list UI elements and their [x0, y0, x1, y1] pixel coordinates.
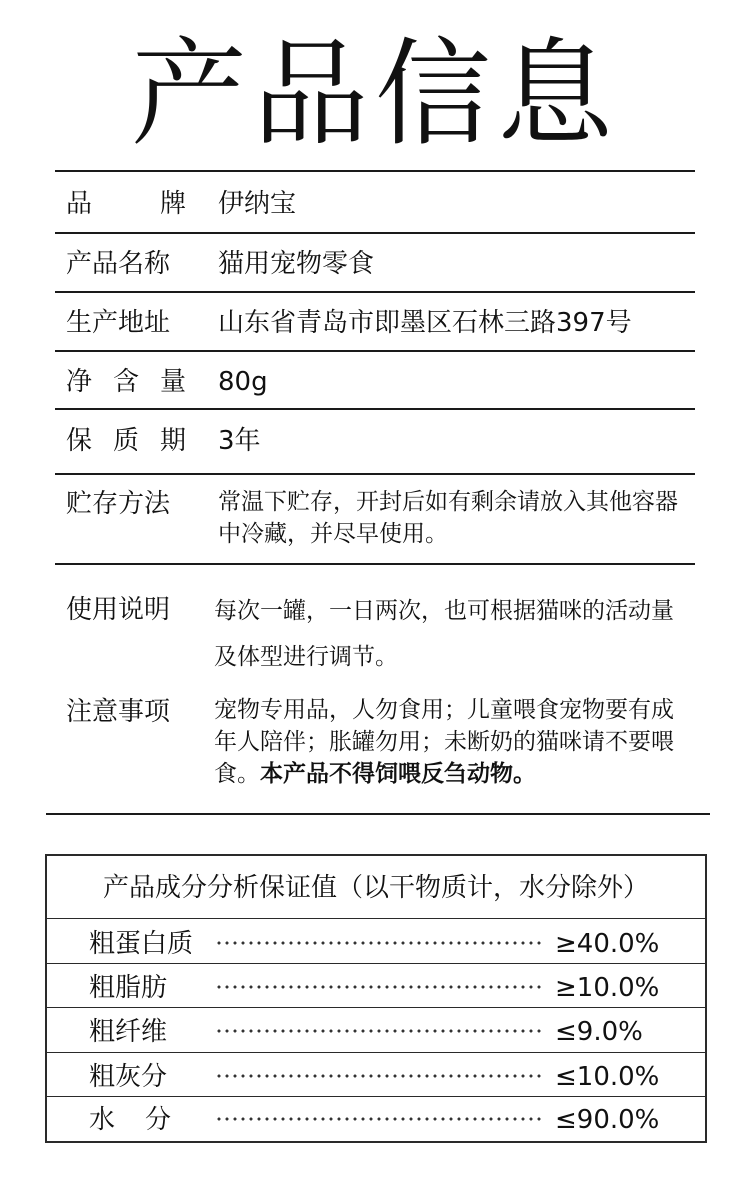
net-content-label-char-1: 净: [66, 367, 93, 397]
brand-value: 伊纳宝: [218, 189, 297, 219]
divider: [55, 473, 695, 475]
shelf-life-label-char-2: 质: [112, 426, 139, 456]
address-value: 山东省青岛市即墨区石林三路397号: [218, 308, 632, 338]
nutrient-name: 粗蛋白质: [89, 929, 194, 959]
dot-leader: [215, 984, 541, 990]
divider: [55, 350, 695, 352]
table-divider: [47, 1052, 705, 1053]
nutrient-name: 粗灰分: [89, 1062, 168, 1092]
divider: [55, 563, 695, 565]
nutrient-name: [89, 1103, 171, 1137]
page-title: 产品信息: [131, 27, 619, 162]
notes-text: [214, 694, 694, 790]
analysis-title: 产品成分分析保证值（以干物质计，水分除外）: [102, 873, 649, 903]
divider: [55, 408, 695, 410]
nutrient-value: ≤10.0%: [555, 1062, 660, 1092]
address-label: 生产地址: [66, 308, 171, 338]
dot-leader: [215, 1116, 541, 1122]
dot-leader: [215, 1028, 541, 1034]
table-divider: [47, 963, 705, 964]
analysis-table: [45, 854, 707, 1143]
nutrient-value: ≤90.0%: [555, 1105, 660, 1135]
brand-label-char-2: 牌: [159, 189, 186, 219]
brand-label: [66, 188, 186, 220]
nutrient-value: ≤9.0%: [555, 1017, 643, 1047]
notes-bold-text: 本产品不得饲喂反刍动物。: [260, 761, 536, 787]
usage-label: 使用说明: [66, 595, 171, 625]
notes-regular-text: 宠物专用品，人勿食用；儿童喂食宠物要有成年人陪伴；胀罐勿用；未断奶的猫咪请不要喂食。: [214, 697, 674, 787]
product-name-label: 产品名称: [66, 249, 171, 279]
shelf-life-label: [66, 425, 186, 457]
notes-label: 注意事项: [66, 697, 171, 727]
brand-label-char-1: 品: [66, 189, 93, 219]
usage-text: 每次一罐，一日两次，也可根据猫咪的活动量及体型进行调节。: [214, 598, 674, 670]
dot-leader: [215, 1073, 541, 1079]
shelf-life-label-char-3: 期: [159, 426, 186, 456]
divider: [55, 232, 695, 234]
nutrient-name-char-2: 分: [144, 1105, 171, 1135]
dot-leader: [215, 940, 541, 946]
divider: [55, 170, 695, 172]
storage-text: 常温下贮存，开封后如有剩余请放入其他容器中冷藏，并尽早使用。: [218, 489, 678, 547]
nutrient-name-char-1: 水: [89, 1105, 116, 1135]
table-divider: [47, 1096, 705, 1097]
table-divider: [47, 918, 705, 919]
nutrient-value: ≥10.0%: [555, 973, 660, 1003]
product-name-value: 猫用宠物零食: [218, 249, 375, 279]
nutrient-value: ≥40.0%: [555, 929, 660, 959]
shelf-life-value: 3年: [218, 426, 261, 456]
net-content-label-char-3: 量: [159, 367, 186, 397]
net-content-value: 80g: [218, 367, 268, 397]
shelf-life-label-char-1: 保: [66, 426, 93, 456]
net-content-label-char-2: 含: [112, 367, 139, 397]
nutrient-name: 粗脂肪: [89, 973, 168, 1003]
storage-label: 贮存方法: [66, 489, 171, 519]
net-content-label: [66, 366, 186, 398]
section-divider: [46, 813, 710, 815]
nutrient-name: 粗纤维: [89, 1017, 168, 1047]
divider: [55, 291, 695, 293]
table-divider: [47, 1007, 705, 1008]
